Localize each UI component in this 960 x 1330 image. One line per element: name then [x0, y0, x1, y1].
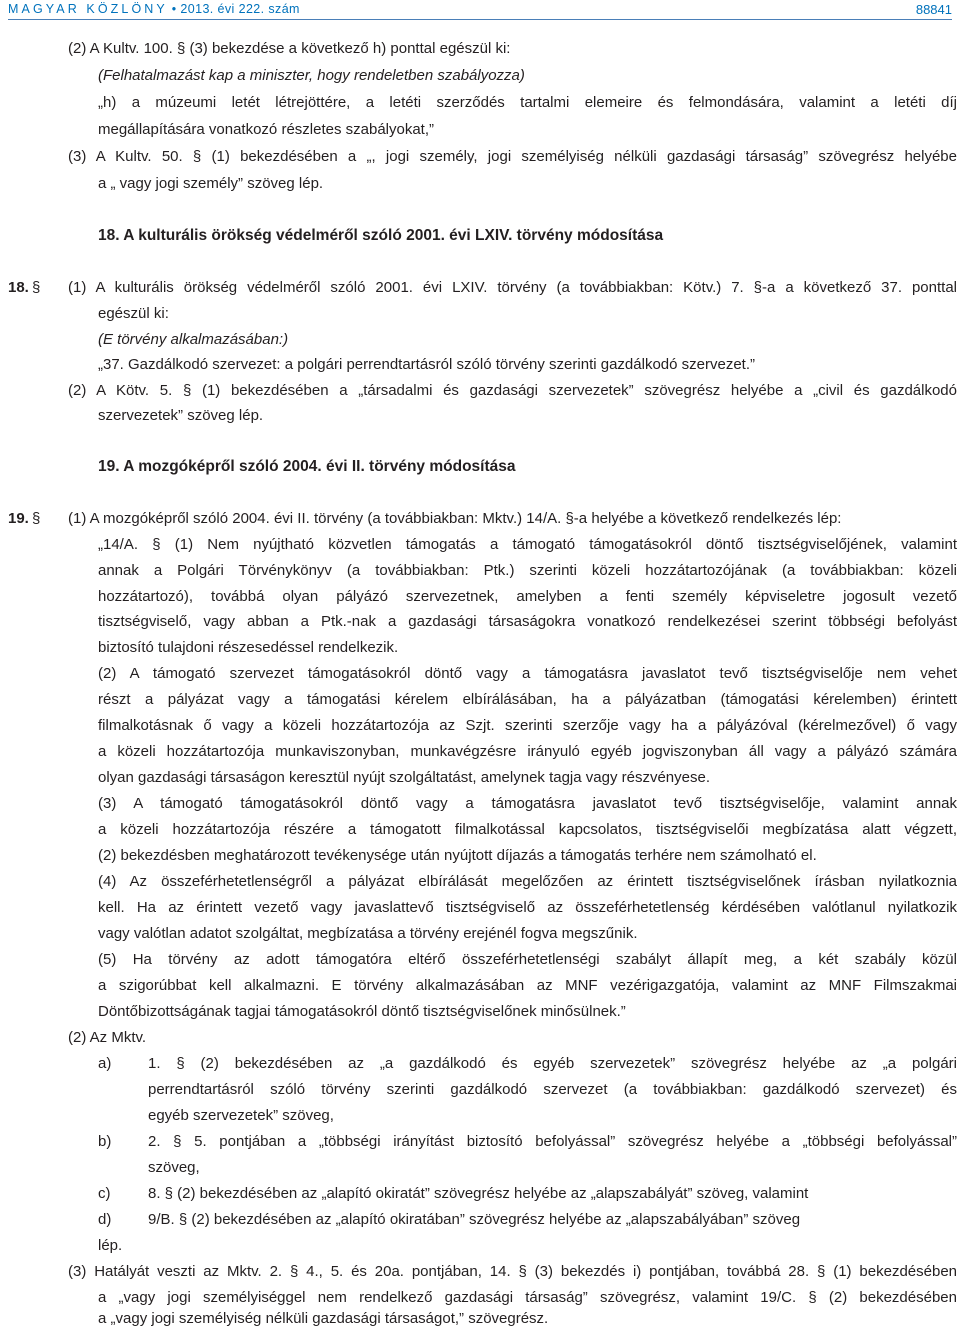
paragraph-line: lép.: [98, 1237, 123, 1254]
list-item-line: 8. § (2) bekezdésében az „alapító okiratát” szövegrész helyébe az „alapszabályát” szöveg, valamint: [148, 1185, 809, 1202]
paragraph-line: kell. Ha az érintett vezető vagy javaslattevő tisztségviselő az összeférhetetlenség kérdésében valótlanul nyilatkozik: [98, 899, 957, 916]
paragraph-line: (2) A Kultv. 100. § (3) bekezdése a következő h) ponttal egészül ki:: [68, 40, 511, 57]
page-number: 88841: [915, 2, 952, 17]
list-item-line: 9/B. § (2) bekezdésében az „alapító okiratában” szövegrész helyébe az „alapszabályában” szöveg: [148, 1211, 801, 1228]
paragraph-line: (3) A támogató támogatásokról döntő vagy a támogatásra javaslatot tevő tisztségviselője, valamint annak: [98, 795, 957, 812]
list-marker: d): [98, 1211, 112, 1228]
paragraph-line: (3) A Kultv. 50. § (1) bekezdésében a „, jogi személy, jogi személyiség nélküli gazdasági társaság” szövegrész helyébe: [68, 148, 957, 165]
list-item-line: 2. § 5. pontjában a „többségi irányítást biztosító befolyással” szövegrész helyébe a „többségi befolyással”: [148, 1133, 957, 1150]
paragraph-line: részt a pályázat vagy a támogatási kérelem elbírálásában, ha a pályázatban (támogatási kérelemben) érintett: [98, 691, 957, 708]
paragraph-line: (4) Az összeférhetetlenségről a pályázat elbírálását megelőzően az érintett tisztségviselőnek írásban nyilatkoznia: [98, 873, 957, 890]
section-symbol: §: [32, 510, 41, 527]
header-rule: [8, 19, 952, 20]
paragraph-line: biztosító tulajdoni részesedéssel rendelkezik.: [98, 639, 399, 656]
paragraph-line: a közeli hozzátartozója részére a támogatott filmalkotással kapcsolatos, tisztségviselői megbízatása alatt végzett,: [98, 821, 957, 838]
section-heading: 18. A kulturális örökség védelméről szóló 2001. évi LXIV. törvény módosítása: [98, 227, 664, 244]
paragraph-line: megállapítására vonatkozó részletes szabályokat,”: [98, 121, 435, 138]
list-item-line: egyéb szervezetek” szöveg,: [148, 1107, 334, 1124]
paragraph-line: a szigorúbbat kell alkalmazni. E törvény alkalmazásában az MNF vezérigazgatója, valamint az MNF Filmszakmai: [98, 977, 957, 994]
page-header: [8, 0, 952, 22]
paragraph-line: (5) Ha törvény az adott támogatóra eltérő összeférhetetlenségi szabályt állapít meg, a két szabály közül: [98, 951, 957, 968]
paragraph-line: a „vagy jogi személyiséggel nem rendelkező gazdasági társaság” szövegrész, valamint 19/C. § (2) bekezdésében: [98, 1289, 957, 1306]
section-number: 18.: [8, 279, 29, 296]
paragraph-line: szervezetek” szöveg lép.: [98, 407, 264, 424]
section-symbol: §: [32, 279, 41, 296]
paragraph-line: (2) bekezdésben meghatározott tevékenysége után nyújtott díjazás a támogatás terhére nem számolható el.: [98, 847, 817, 864]
paragraph-line: a „vagy jogi személyiség nélküli gazdasági társaságot,” szövegrész.: [98, 1310, 549, 1327]
paragraph-line: annak a Polgári Törvénykönyv (a továbbiakban: Ptk.) szerinti közeli hozzátartozójának (a továbbiakban: közeli: [98, 562, 957, 579]
paragraph-line: (2) Az Mktv.: [68, 1029, 147, 1046]
paragraph-line: a „ vagy jogi személy” szöveg lép.: [98, 175, 324, 192]
paragraph-line: (Felhatalmazást kap a miniszter, hogy rendeletben szabályozza): [98, 67, 525, 84]
paragraph-line: (2) A Kötv. 5. § (1) bekezdésében a „társadalmi és gazdasági szervezetek” szövegrész helyébe a „civil és gazdálkodó: [68, 382, 957, 399]
paragraph-line: (3) Hatályát veszti az Mktv. 2. § 4., 5. és 20a. pontjában, 14. § (3) bekezdés i) pontjában, továbbá 28. § (1) bekezdésében: [68, 1263, 957, 1280]
paragraph-line: (1) A kulturális örökség védelméről szóló 2001. évi LXIV. törvény (a továbbiakban: Kötv.) 7. §-a a következő 37. ponttal: [68, 279, 957, 296]
paragraph-line: „h) a múzeumi letét létrejöttére, a letéti szerződés tartalmi elemeire és felmondására, valamint a letéti díj: [98, 94, 957, 111]
paragraph-line: egészül ki:: [98, 305, 169, 322]
paragraph-line: hozzátartozó), továbbá olyan pályázó szervezetnek, amelyben a fenti személy képviseletre jogosult vezető: [98, 588, 957, 605]
list-item-line: perrendtartásról szóló törvény szerinti gazdálkodó szervezet (a továbbiakban: gazdálkodó szervezet) és: [148, 1081, 957, 1098]
paragraph-line: Döntőbizottságának tagjai támogatásokról döntő tisztségviselőnek minősülnek.”: [98, 1003, 626, 1020]
section-number: 19.: [8, 510, 29, 527]
paragraph-line: tisztségviselő, vagy abban a Ptk.-nak a gazdasági társaságokra vonatkozó rendelkezései szerint többségi befolyást: [98, 613, 957, 630]
paragraph-line: (1) A mozgóképről szóló 2004. évi II. törvény (a továbbiakban: Mktv.) 14/A. §-a helyébe a következő rendelkezés lép:: [68, 510, 842, 527]
running-header: [8, 2, 300, 16]
list-item-line: szöveg,: [148, 1159, 200, 1176]
paragraph-line: olyan gazdasági társaságon keresztül nyújt szolgáltatást, amelynek tagja vagy részvényese.: [98, 769, 711, 786]
journal-title: MAGYAR KÖZLÖNY: [8, 2, 168, 16]
list-marker: b): [98, 1133, 112, 1150]
list-marker: a): [98, 1055, 112, 1072]
paragraph-line: filmalkotásnak ő vagy a közeli hozzátartozója az Szjt. szerinti szerzője vagy ha a pályázóval (kérelmezővel) ő vagy: [98, 717, 957, 734]
section-heading: 19. A mozgóképről szóló 2004. évi II. törvény módosítása: [98, 458, 516, 475]
paragraph-line: „14/A. § (1) Nem nyújtható közvetlen támogatás a támogató támogatásokról döntő tisztségviselőjének, valamint: [98, 536, 957, 553]
header-separator: •: [171, 2, 177, 16]
paragraph-line: (2) A támogató szervezet támogatásokról döntő vagy a támogatásra javaslatot tevő tisztségviselője nem vehet: [98, 665, 957, 682]
paragraph-line: vagy valótlan adatot szolgáltat, megbízatása a törvény erejénél fogva megszűnik.: [98, 925, 638, 942]
paragraph-line: a közeli hozzátartozója munkaviszonyban, munkavégzésre irányuló egyéb jogviszonyban áll vagy a pályázó számára: [98, 743, 957, 760]
paragraph-line: „37. Gazdálkodó szervezet: a polgári perrendtartásról szóló törvény szerinti gazdálkodó szervezet.”: [98, 356, 755, 373]
list-item-line: 1. § (2) bekezdésében az „a gazdálkodó és egyéb szervezetek” szövegrész helyébe az „a polgári: [148, 1055, 957, 1072]
paragraph-line: (E törvény alkalmazásában:): [98, 331, 289, 348]
issue-label: 2013. évi 222. szám: [180, 2, 300, 16]
list-marker: c): [98, 1185, 111, 1202]
